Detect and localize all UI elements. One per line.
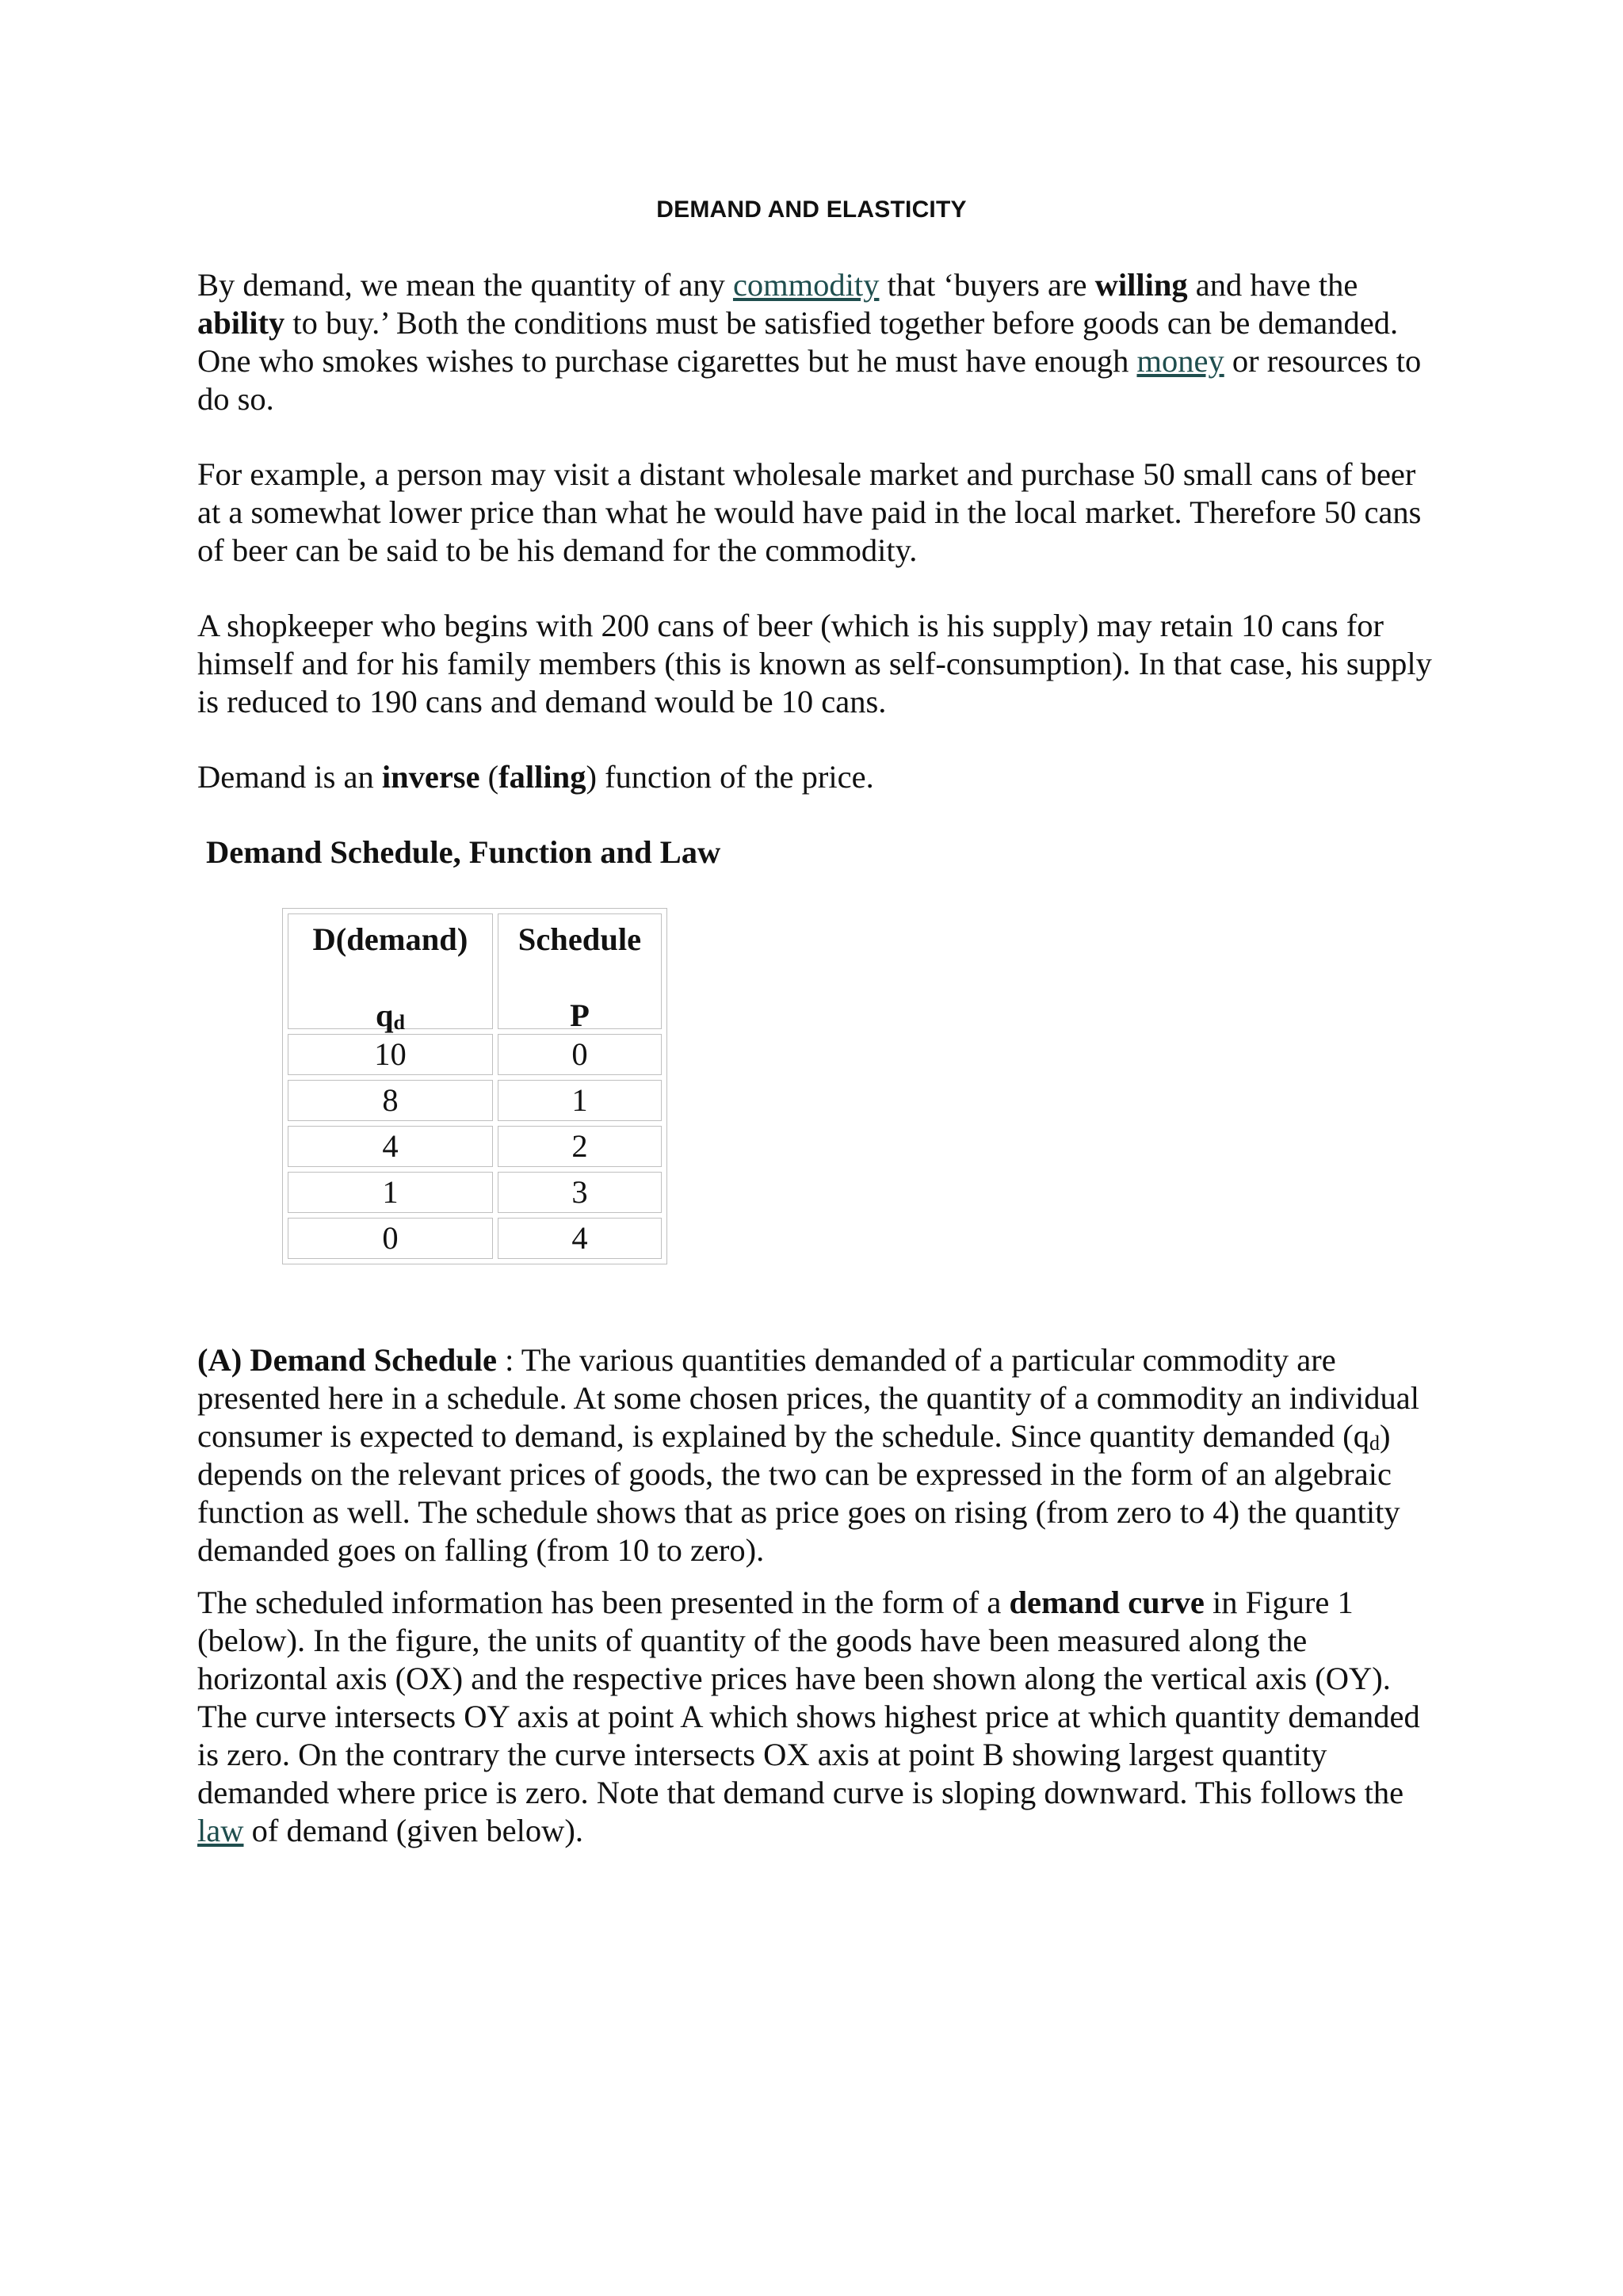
text-run: or resources to do so. [197,343,1422,417]
law-link[interactable]: law [197,1813,244,1848]
text-run: in Figure 1 (below). In the figure, the units of quantity of the goods have been measured along the horizontal axis (OX) and the respective prices have been shown along the vertical axis (OY). The curve intersects OY axis at point A which shows highest price at which quantity demanded is zero. On the contrary the curve intersects OX axis at point B showing largest quantity demanded where price is zero. Note that demand curve is sloping downward. This follows the [197,1585,1420,1810]
cell-price: 0 [498,1034,662,1075]
text-run: The scheduled information has been presented in the form of a [197,1585,1010,1620]
cell-price: 2 [498,1126,662,1167]
bold-inverse: inverse [381,759,480,795]
text-run: : The various quantities demanded of a particular commodity are presented here in a schedule. At some chosen prices, the quantity of a commodity an individual consumer is expected to demand, is explained by the schedule. Since quantity demanded (q [197,1342,1419,1454]
cell-qd: 10 [288,1034,493,1075]
cell-qd: 1 [288,1172,493,1213]
header-symbol-p: P [570,997,590,1033]
document-title: DEMAND AND ELASTICITY [656,196,967,223]
text-run: and have the [1187,267,1358,303]
header-symbol-qd [288,997,492,1034]
cell-qd: 8 [288,1080,493,1121]
bold-willing: willing [1094,267,1188,303]
cell-qd: 4 [288,1126,493,1167]
subscript-d: d [1369,1432,1380,1455]
cell-price: 1 [498,1080,662,1121]
header-cell-schedule [498,913,662,1033]
paragraph-demand-schedule [197,1341,1434,1569]
symbol-q: q [375,997,394,1033]
header-label-demand: D(demand) [312,921,468,957]
table-row [288,1126,662,1167]
cell-qd: 0 [288,1218,493,1259]
text-run: to buy.’ Both the conditions must be satisfied together before goods can be demanded. One who smokes wishes to purchase cigarettes but he must have enough [197,305,1399,379]
bold-ability: ability [197,305,285,341]
bold-demand-schedule: (A) Demand Schedule [197,1342,498,1378]
table-row [288,1218,662,1259]
paragraph-example: For example, a person may visit a distant wholesale market and purchase 50 small cans of beer at a somewhat lower price than what he would have paid in the local market. Therefore 50 cans of beer can be said to be his demand for the commodity. [197,456,1422,568]
text-run: Demand is an [197,759,382,795]
money-link[interactable]: money [1136,343,1224,379]
table-row [288,1034,662,1075]
header-label-schedule: Schedule [517,921,642,957]
bold-falling: falling [498,759,586,795]
table-row [288,1080,662,1121]
text-run: ( [479,759,499,795]
paragraph-demand-curve [197,1584,1434,1850]
paragraph-definition [197,266,1434,418]
commodity-link[interactable]: commodity [732,267,880,303]
symbol-subscript-d: d [393,1011,405,1034]
text-run: ) function of the price. [586,759,874,795]
paragraph-shopkeeper: A shopkeeper who begins with 200 cans of beer (which is his supply) may retain 10 cans for himself and for his family members (this is known as self-consumption). In that case, his supply is reduced to 190 cans and demand would be 10 cans. [197,608,1432,719]
header-cell-demand [288,913,493,1034]
cell-price: 3 [498,1172,662,1213]
section-heading: Demand Schedule, Function and Law [206,834,721,870]
table-header-row [288,913,662,1029]
demand-schedule-table [282,908,667,1264]
table-row [288,1172,662,1213]
text-run: that ‘buyers are [879,267,1095,303]
text-run: By demand, we mean the quantity of any [197,267,733,303]
bold-demand-curve: demand curve [1009,1585,1205,1620]
text-run: ) depends on the relevant prices of goods, the two can be expressed in the form of an algebraic function as well. The schedule shows that as price goes on rising (from zero to 4) the quantity demanded goes on falling (from 10 to zero). [197,1418,1400,1568]
text-run: of demand (given below). [243,1813,583,1848]
cell-price: 4 [498,1218,662,1259]
paragraph-inverse-function [197,758,1434,796]
